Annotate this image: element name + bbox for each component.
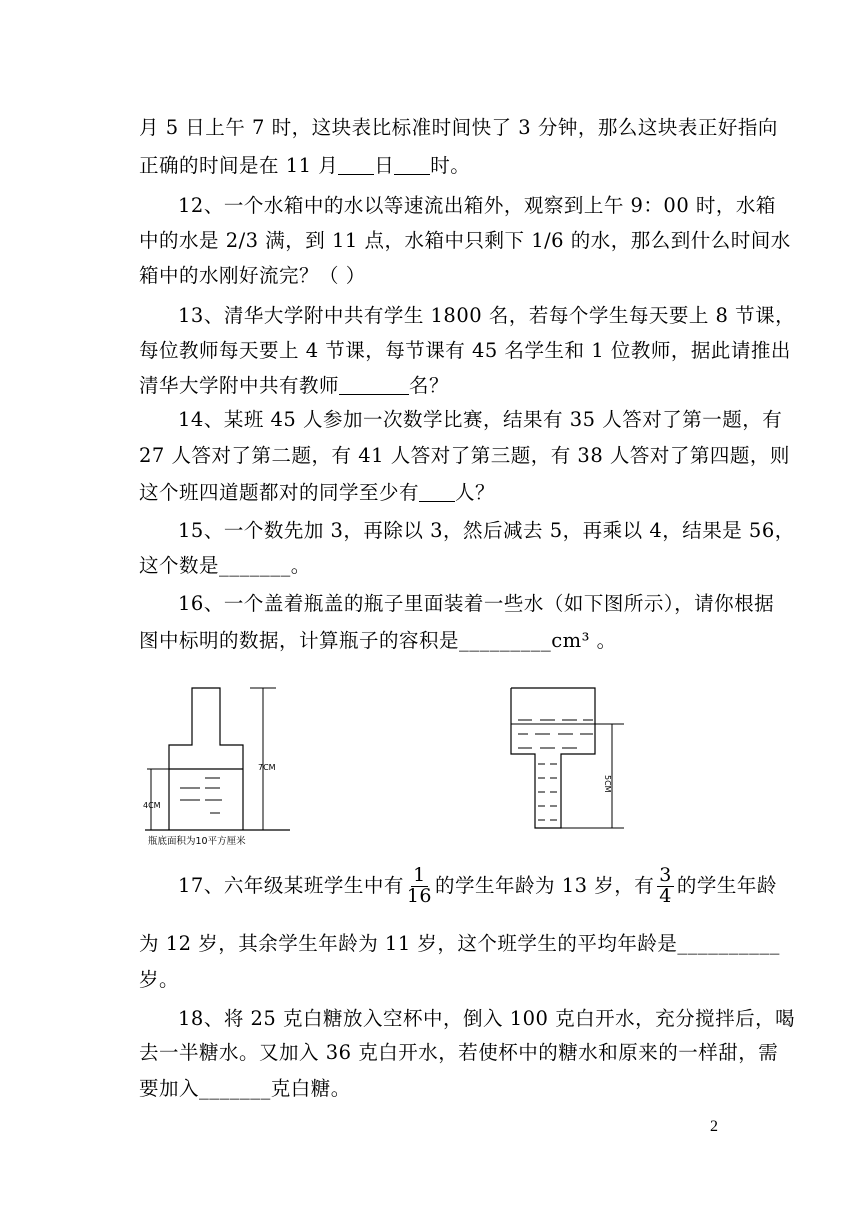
q18-line-2: 去一半糖水。又加入 36 克白开水，若使杯中的糖水和原来的一样甜，需	[139, 1041, 779, 1064]
q14-line-1: 14、某班 45 人参加一次数学比赛，结果有 35 人答对了第一题，有	[178, 408, 783, 431]
answer-blank[interactable]	[394, 155, 430, 176]
bottle-figure-inverted	[500, 682, 640, 832]
q12-line-2: 中的水是 2/3 满，到 11 点，水箱中只剩下 1/6 的水，那么到什么时间水	[139, 229, 791, 252]
water-label-4cm: 4CM	[143, 801, 161, 810]
fraction-three-quarters: $\frac{3}{4}$	[659, 864, 672, 907]
page-number: 2	[710, 1118, 718, 1135]
q16-line-1: 16、一个盖着瓶盖的瓶子里面装着一些水（如下图所示），请你根据	[178, 592, 775, 615]
q11-line-2: 正确的时间是在 11 月 日 时。	[139, 154, 471, 177]
height-label-7cm: 7CM	[258, 763, 276, 772]
q17-line-1: 17、六年级某班学生中有 $\frac{1}{16}$ 的学生年龄为 13 岁，有 $\frac{3}{4}$ 的学生年龄	[178, 864, 777, 907]
q14-line-3: 这个班四道题都对的同学至少有 人？	[139, 481, 496, 504]
q18-line-1: 18、将 25 克白糖放入空杯中，倒入 100 克白开水，充分搅拌后，喝	[178, 1007, 796, 1030]
fraction-one-sixteenth: $\frac{1}{16}$	[406, 864, 433, 907]
figure-caption: 瓶底面积为10平方厘米	[148, 836, 246, 847]
bottle-figure-upright	[140, 680, 300, 860]
answer-blank[interactable]	[339, 375, 409, 396]
q12-line-1: 12、一个水箱中的水以等速流出箱外，观察到上午 9：00 时，水箱	[178, 194, 776, 217]
answer-blank[interactable]	[338, 155, 374, 176]
q13-line-2: 每位教师每天要上 4 节课，每节课有 45 名学生和 1 位教师，据此请推出	[139, 339, 791, 362]
q18-line-3: 要加入_______克白糖。	[139, 1077, 351, 1100]
q13-line-3: 清华大学附中共有教师 名？	[139, 374, 450, 397]
q17-line-3: 岁。	[139, 968, 180, 991]
q16-line-2: 图中标明的数据，计算瓶子的容积是_________cm³ 。	[139, 629, 617, 652]
height-label-5cm: 5CM	[603, 775, 612, 793]
q17-line-2: 为 12 岁，其余学生年龄为 11 岁，这个班学生的平均年龄是__________	[139, 932, 780, 955]
q15-line-1: 15、一个数先加 3，再除以 3，然后减去 5，再乘以 4，结果是 56，	[178, 519, 795, 542]
q15-line-2: 这个数是_______。	[139, 554, 311, 577]
answer-blank[interactable]	[419, 482, 455, 503]
q14-line-2: 27 人答对了第二题，有 41 人答对了第三题，有 38 人答对了第四题，则	[139, 444, 790, 467]
q12-line-3: 箱中的水刚好流完？（ ）	[139, 264, 366, 287]
q13-line-1: 13、清华大学附中共有学生 1800 名，若每个学生每天要上 8 节课，	[178, 304, 796, 327]
q11-line-1: 月 5 日上午 7 时，这块表比标准时间快了 3 分钟，那么这块表正好指向	[139, 116, 778, 139]
